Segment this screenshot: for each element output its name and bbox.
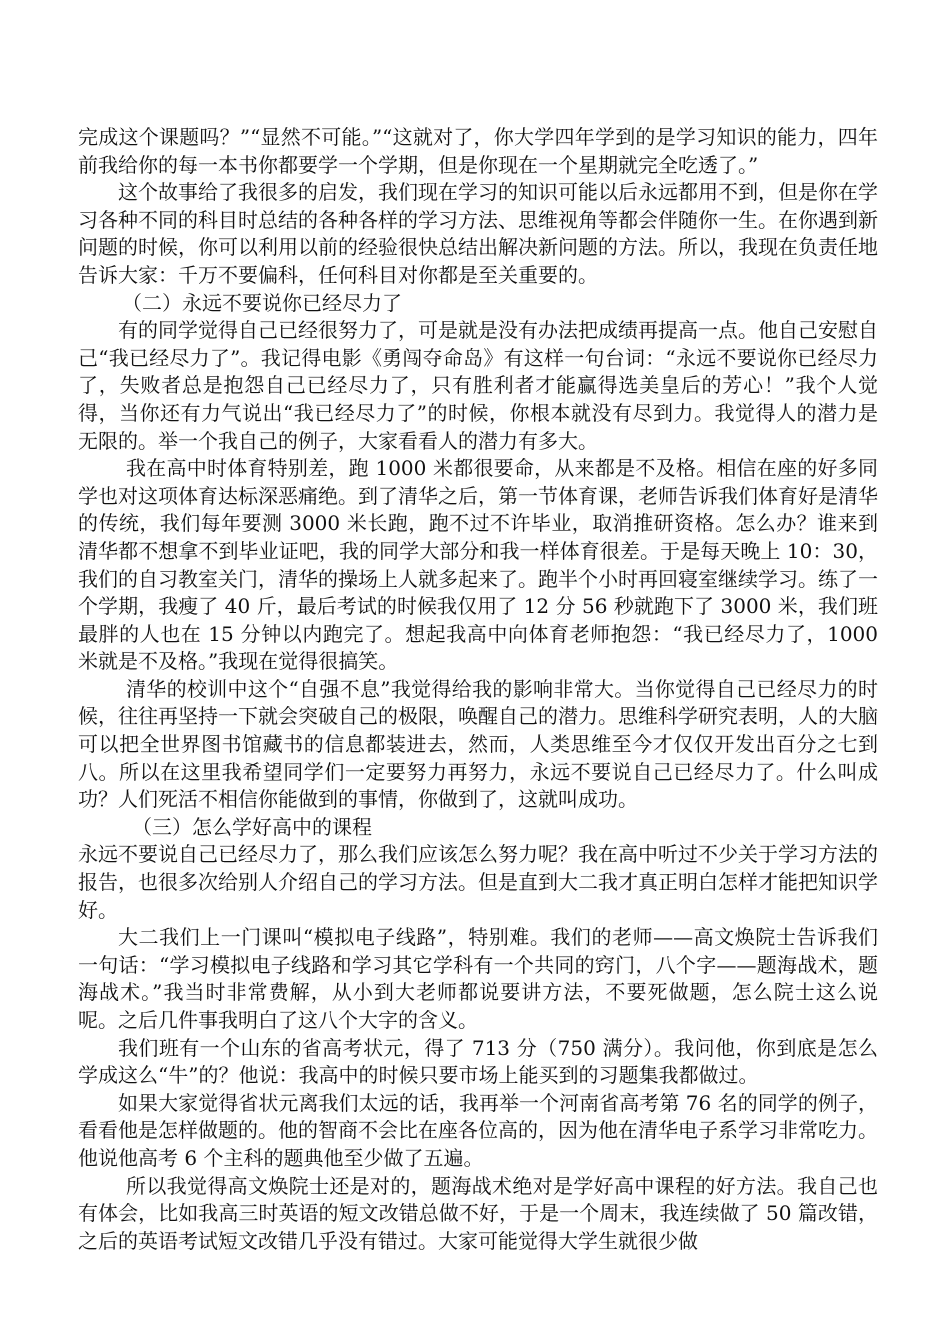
paragraph-8: 我们班有一个山东的省高考状元，得了 713 分（750 满分）。我问他，你到底是怎么学成这么“牛”的？他说：我高中的时候只要市场上能买到的习题集我都做过。 (78, 1035, 878, 1088)
paragraph-5: 清华的校训中这个“自强不息”我觉得给我的影响非常大。当你觉得自己已经尽力的时候，往往再坚持一下就会突破自己的极限，唤醒自己的潜力。思维科学研究表明，人的大脑可以把全世界图书馆藏书的信息都装进去，然而，人类思维至今才仅仅开发出百分之七到八。所以在这里我希望同学们一定要努力再努力，永远不要说自己已经尽力了。什么叫成功？人们死活不相信你能做到的事情，你做到了，这就叫成功。 (78, 676, 878, 812)
section-heading-2: （二）永远不要说你已经尽力了 (122, 290, 402, 315)
section-heading-3: （三）怎么学好高中的课程 (132, 814, 372, 839)
paragraph-4: 我在高中时体育特别差，跑 1000 米都很要命，从来都是不及格。相信在座的好多同学也对这项体育达标深恶痛绝。到了清华之后，第一节体育课，老师告诉我们体育好是清华的传统，我们每年要测 3000 米长跑，跑不过不许毕业，取消推研资格。怎么办？谁来到清华都不想拿不到毕业证吧，我的同学大部分和我一样体育很差。于是每天晚上 10：30，我们的自习教室关门，清华的操场上人就多起来了。跑半个小时再回寝室继续学习。练了一个学期，我瘦了 40 斤，最后考试的时候我仅用了 12 分 56 秒就跑下了 3000 米，我们班最胖的人也在 15 分钟以内跑完了。想起我高中向体育老师抱怨：“我已经尽力了，1000 米就是不及格。”我现在觉得很搞笑。 (78, 456, 878, 674)
paragraph-7: 大二我们上一门课叫“模拟电子线路”，特别难。我们的老师——高文焕院士告诉我们一句话：“学习模拟电子线路和学习其它学科有一个共同的窍门，八个字——题海战术，题海战术。”我当时非常费解，从小到大老师都说要讲方法，不要死做题，怎么院士这么说呢。之后几件事我明白了这八个大字的含义。 (78, 925, 878, 1032)
paragraph-3: 有的同学觉得自己已经很努力了，可是就是没有办法把成绩再提高一点。他自己安慰自己“我已经尽力了”。我记得电影《勇闯夺命岛》有这样一句台词：“永远不要说你已经尽力了，失败者总是抱怨自己已经尽力了，只有胜利者才能赢得选美皇后的芳心！”我个人觉得，当你还有力气说出“我已经尽力了”的时候，你根本就没有尽到力。我觉得人的潜力是无限的。举一个我自己的例子，大家看看人的潜力有多大。 (78, 318, 878, 453)
paragraph-10: 所以我觉得高文焕院士还是对的，题海战术绝对是学好高中课程的好方法。我自己也有体会，比如我高三时英语的短文改错总做不好，于是一个周末，我连续做了 50 篇改错，之后的英语考试短文改错几乎没有错过。大家可能觉得大学生就很少做 (78, 1173, 878, 1253)
paragraph-2: 这个故事给了我很多的启发，我们现在学习的知识可能以后永远都用不到，但是你在学习各种不同的科目时总结的各种各样的学习方法、思维视角等都会伴随你一生。在你遇到新问题的时候，你可以利用以前的经验很快总结出解决新问题的方法。所以，我现在负责任地告诉大家：千万不要偏科，任何科目对你都是至关重要的。 (78, 180, 878, 287)
paragraph-9: 如果大家觉得省状元离我们太远的话，我再举一个河南省高考第 76 名的同学的例子，看看他是怎样做题的。他的智商不会比在座各位高的，因为他在清华电子系学习非常吃力。他说他高考 6 个主科的题典他至少做了五遍。 (78, 1090, 878, 1170)
paragraph-1: 完成这个课题吗？”“显然不可能。”“这就对了，你大学四年学到的是学习知识的能力，四年前我给你的每一本书你都要学一个学期，但是你现在一个星期就完全吃透了。” (78, 125, 878, 177)
document-page (78, 124, 878, 1255)
paragraph-6: 永远不要说自己已经尽力了，那么我们应该怎么努力呢？我在高中听过不少关于学习方法的报告，也很多次给别人介绍自己的学习方法。但是直到大二我才真正明白怎样才能把知识学好。 (78, 842, 878, 922)
